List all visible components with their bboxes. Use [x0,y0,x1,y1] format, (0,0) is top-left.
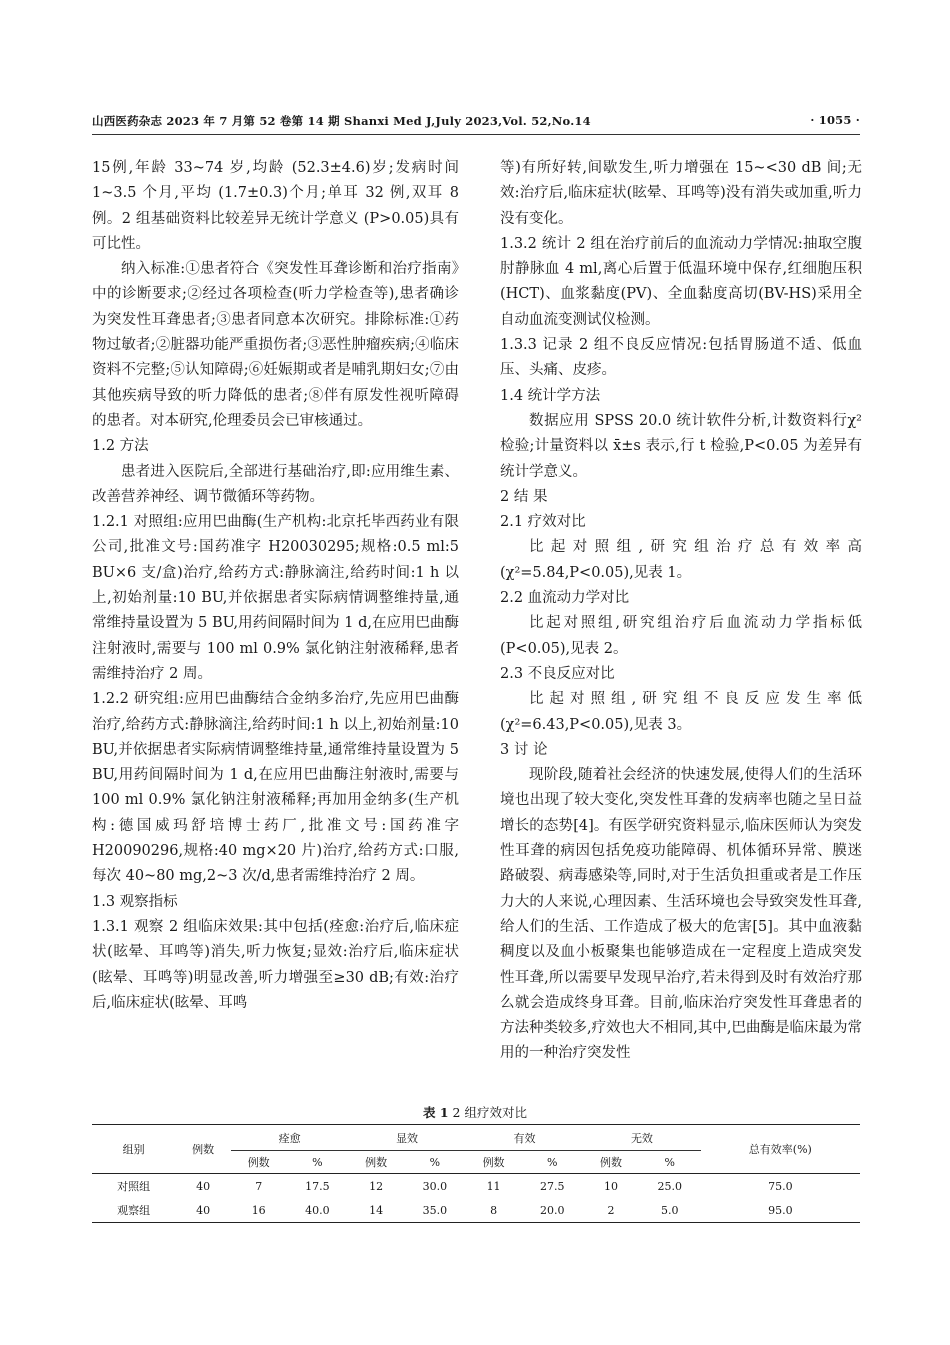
cell: 5.0 [639,1198,701,1223]
section-heading: 1.4 统计学方法 [500,387,601,404]
subheader-n: 例数 [348,1151,404,1174]
subheader-n: 例数 [231,1151,287,1174]
section-heading: 3 讨 论 [500,741,548,758]
paragraph: 比起对照组,研究组治疗总有效率高(χ²=5.84,P<0.05),见表 1。 [500,539,862,581]
table-caption [0,1103,950,1121]
cell: 35.0 [404,1198,466,1223]
subheader-pct: % [521,1151,583,1174]
cell: 16 [231,1198,287,1223]
paragraph: 1.3.2 统计 2 组在治疗前后的血流动力学情况:抽取空腹肘静脉血 4 ml,离心后置于低温环境中保存,红细胞压积(HCT)、血浆黏度(PV)、全血黏度高切(BV-HS)采用全自动血流变测试仪检测。 [500,235,862,328]
paragraph: 等)有所好转,间歇发生,听力增强在 15~<30 dB 间;无效:治疗后,临床症状(眩晕、耳鸣等)没有消失或加重,听力没有变化。 [500,160,862,227]
running-header [92,110,860,130]
paragraph: 1.3.1 观察 2 组临床效果:其中包括(痊愈:治疗后,临床症状(眩晕、耳鸣等)消失,听力恢复;显效:治疗后,临床症状(眩晕、耳鸣等)明显改善,听力增强至≥30 dB;有效:治疗后,临床症状(眩晕、耳鸣 [92,918,459,1011]
cell: 8 [466,1198,522,1223]
subheader-pct: % [404,1151,466,1174]
paragraph: 纳入标准:①患者符合《突发性耳聋诊断和治疗指南》中的诊断要求;②经过各项检查(听力学检查等),患者确诊为突发性耳聋患者;③患者同意本次研究。排除标准:①药物过敏者;②脏器功能严重损伤者;③恶性肿瘤疾病;④临床资料不完整;⑤认知障碍;⑥妊娠期或者是哺乳期妇女;⑦由其他疾病导致的听力降低的患者;⑧伴有原发性视听障碍的患者。对本研究,伦理委员会已审核通过。 [92,261,459,429]
paragraph: 1.2.1 对照组:应用巴曲酶(生产机构:北京托毕西药业有限公司,批准文号:国药准字 H20030295;规格:0.5 ml:5 BU×6 支/盒)治疗,给药方式:静脉滴注,给药时间:1 h 以上,初始剂量:10 BU,并依据患者实际病情调整维持量,通常维持量设置为 5 BU,用药间隔时间为 1 d,在应用巴曲酶注射液时,需要与 100 ml 0.9% 氯化钠注射液稀释,患者需维持治疗 2 周。 [92,514,459,682]
subheader-pct: % [639,1151,701,1174]
paragraph: 1.2.2 研究组:应用巴曲酶结合金纳多治疗,先应用巴曲酶治疗,给药方式:静脉滴注,给药时间:1 h 以上,初始剂量:10 BU,并依据患者实际病情调整维持量,通常维持量设置为 5 BU,用药间隔时间为 1 d,在应用巴曲酶注射液时,需要与 100 ml 0.9% 氯化钠注射液稀释;再加用金纳多(生产机构:德国威玛舒培博士药厂,批准文号:国药准字 H20090296,规格:40 mg×20 片)治疗,给药方式:口服,每次 40~80 mg,2~3 次/d,患者需维持治疗 2 周。 [92,691,459,885]
section-heading: 2.2 血流动力学对比 [500,590,630,607]
header-marked: 显效 [348,1125,465,1151]
paragraph: 比起对照组,研究组不良反应发生率低(χ²=6.43,P<0.05),见表 3。 [500,691,862,733]
table-caption-text: 2 组疗效对比 [452,1105,527,1120]
cell: 30.0 [422,1179,448,1193]
cell: 20.0 [521,1198,583,1223]
table-label: 表 1 [423,1105,449,1120]
journal-info: 山西医药杂志 2023 年 7 月第 52 卷第 14 期 Shanxi Med J,July 2023,Vol. 52,No.14 [92,114,591,128]
cell: 25.0 [657,1179,682,1193]
table-row [92,1198,860,1223]
left-column [92,156,459,1016]
cell: 95.0 [701,1198,860,1223]
section-heading: 1.3 观察指标 [92,893,178,910]
cell: 观察组 [92,1198,175,1223]
cell: 17.5 [305,1179,330,1193]
page-number: · 1055 · [810,113,860,127]
section-heading: 2 结 果 [500,488,548,505]
section-heading: 2.1 疗效对比 [500,514,586,531]
cell: 10 [604,1179,618,1193]
cell: 40 [175,1198,231,1223]
cell: 75.0 [768,1179,793,1193]
header-total-rate: 总有效率(%) [701,1125,860,1174]
cell: 12 [369,1179,384,1193]
subheader-n: 例数 [583,1151,639,1174]
paragraph: 数据应用 SPSS 20.0 统计软件分析,计数资料行χ²检验;计量资料以 x̄±s 表示,行 t 检验,P<0.05 为差异有统计学意义。 [500,412,862,480]
efficacy-table [92,1124,860,1223]
header-cured: 痊愈 [231,1125,348,1151]
paragraph: 1.3.3 记录 2 组不良反应情况:包括胃肠道不适、低血压、头痛、皮疹。 [500,337,862,379]
cell: 40 [196,1179,211,1193]
section-heading: 1.2 方法 [92,438,149,455]
cell: 40.0 [286,1198,348,1223]
cell: 27.5 [540,1179,565,1193]
section-heading: 2.3 不良反应对比 [500,665,615,682]
header-effective: 有效 [466,1125,583,1151]
subheader-n: 例数 [466,1151,522,1174]
cell: 11 [486,1179,501,1193]
header-rule [92,134,860,135]
table-row [92,1174,860,1199]
subheader-pct: % [286,1151,348,1174]
paragraph: 15例,年龄 33~74 岁,均龄 (52.3±4.6)岁;发病时间 1~3.5 个月,平均 (1.7±0.3)个月;单耳 32 例,双耳 8 例。2 组基础资料比较差异无统计学意义 (P>0.05)具有可比性。 [92,160,459,252]
cell: 7 [255,1179,263,1193]
paragraph: 现阶段,随着社会经济的快速发展,使得人们的生活环境也出现了较大变化,突发性耳聋的发病率也随之呈日益增长的态势[4]。有医学研究资料显示,临床医师认为突发性耳聋的病因包括免疫功能障碍、机体循环异常、膜迷路破裂、病毒感染等,同时,对于生活负担重或者是工作压力大的人来说,心理因素、生活环境也会导致突发性耳聋,给人们的生活、工作造成了极大的危害[5]。其中血液黏稠度以及血小板聚集也能够造成在一定程度上造成突发性耳聋,所以需要早发现早治疗,若未得到及时有效治疗那么就会造成终身耳聋。目前,临床治疗突发性耳聋患者的方法种类较多,疗效也大不相同,其中,巴曲酶是临床最为常用的一种治疗突发性 [500,767,862,1062]
cell: 14 [348,1198,404,1223]
header-ineffective: 无效 [583,1125,700,1151]
right-column [500,156,862,1067]
paragraph: 患者进入医院后,全部进行基础治疗,即:应用维生素、改善营养神经、调节微循环等药物。 [92,463,459,505]
header-count: 例数 [175,1125,231,1174]
paragraph: 比起对照组,研究组治疗后血流动力学指标低(P<0.05),见表 2。 [500,615,862,657]
cell: 2 [583,1198,639,1223]
header-group: 组别 [92,1125,175,1174]
cell: 对照组 [117,1180,151,1193]
